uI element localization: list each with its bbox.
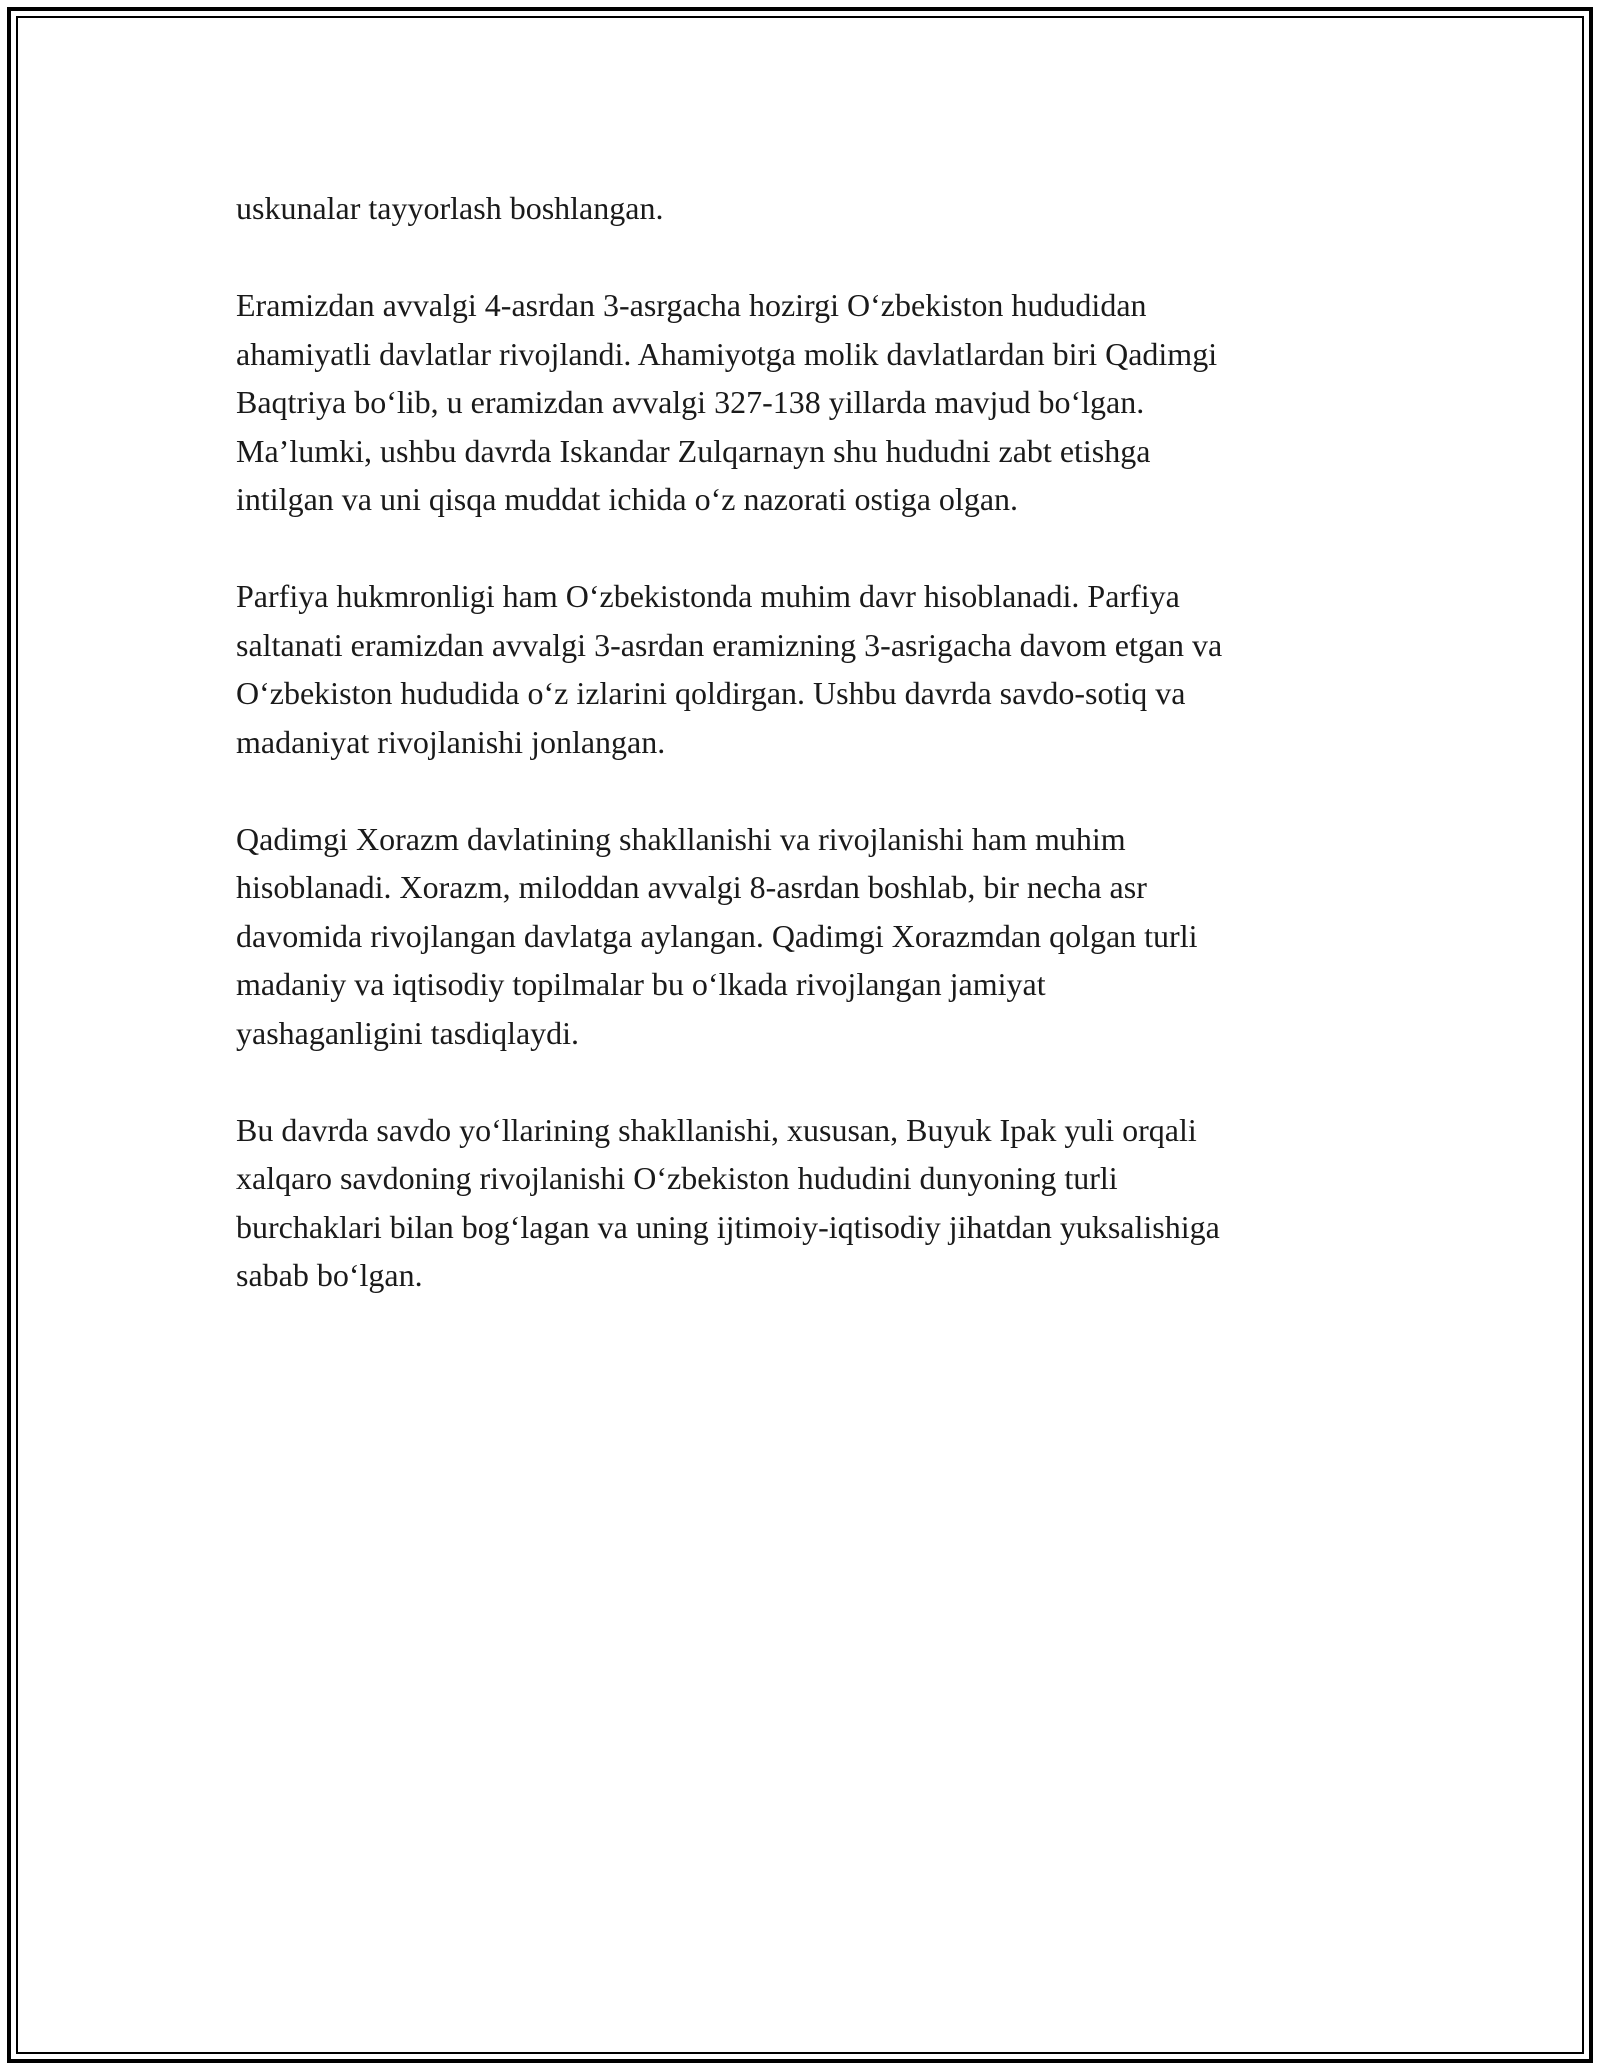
paragraph-continuation: uskunalar tayyorlash boshlangan.	[236, 190, 664, 226]
paragraph-parfiya: Parfiya hukmronligi ham O‘zbekistonda muhim davr hisoblanadi. Parfiya saltanati eramizdan avvalgi 3-asrdan eramizning 3-asrigacha davom etgan va O‘zbekiston hududida o‘z izlarini qoldirgan. Ushbu davrda savdo-sotiq va madaniyat rivojlanishi jonlangan.	[236, 578, 1223, 760]
paragraph-savdo-yollari: Bu davrda savdo yo‘llarining shakllanishi, xususan, Buyuk Ipak yuli orqali xalqaro savdoning rivojlanishi O‘zbekiston hududini dunyoning turli burchaklari bilan bog‘lagan va uning ijtimoiy-iqtisodiy jihatdan yuksalishiga sabab bo‘lgan.	[236, 1111, 1220, 1293]
paragraph-xorazm: Qadimgi Xorazm davlatining shakllanishi va rivojlanishi ham muhim hisoblanadi. Xorazm, miloddan avvalgi 8-asrdan boshlab, bir necha asr davomida rivojlangan davlatga aylangan. Qadimgi Xorazmdan qolgan turli madaniy va iqtisodiy topilmalar bu o‘lkada rivojlangan jamiyat yashaganligini tasdiqlaydi.	[236, 820, 1198, 1051]
paragraph-baqtriya: Eramizdan avvalgi 4-asrdan 3-asrgacha hozirgi O‘zbekiston hududidan ahamiyatli davlatlar rivojlandi. Ahamiyotga molik davlatlardan biri Qadimgi Baqtriya bo‘lib, u eramizdan avvalgi 327-138 yillarda mavjud bo‘lgan. Ma’lumki, ushbu davrda Iskandar Zulqarnayn shu hududni zabt etishga intilgan va uni qisqa muddat ichida o‘z nazorati ostiga olgan.	[236, 287, 1218, 517]
document-body	[236, 184, 1376, 1348]
